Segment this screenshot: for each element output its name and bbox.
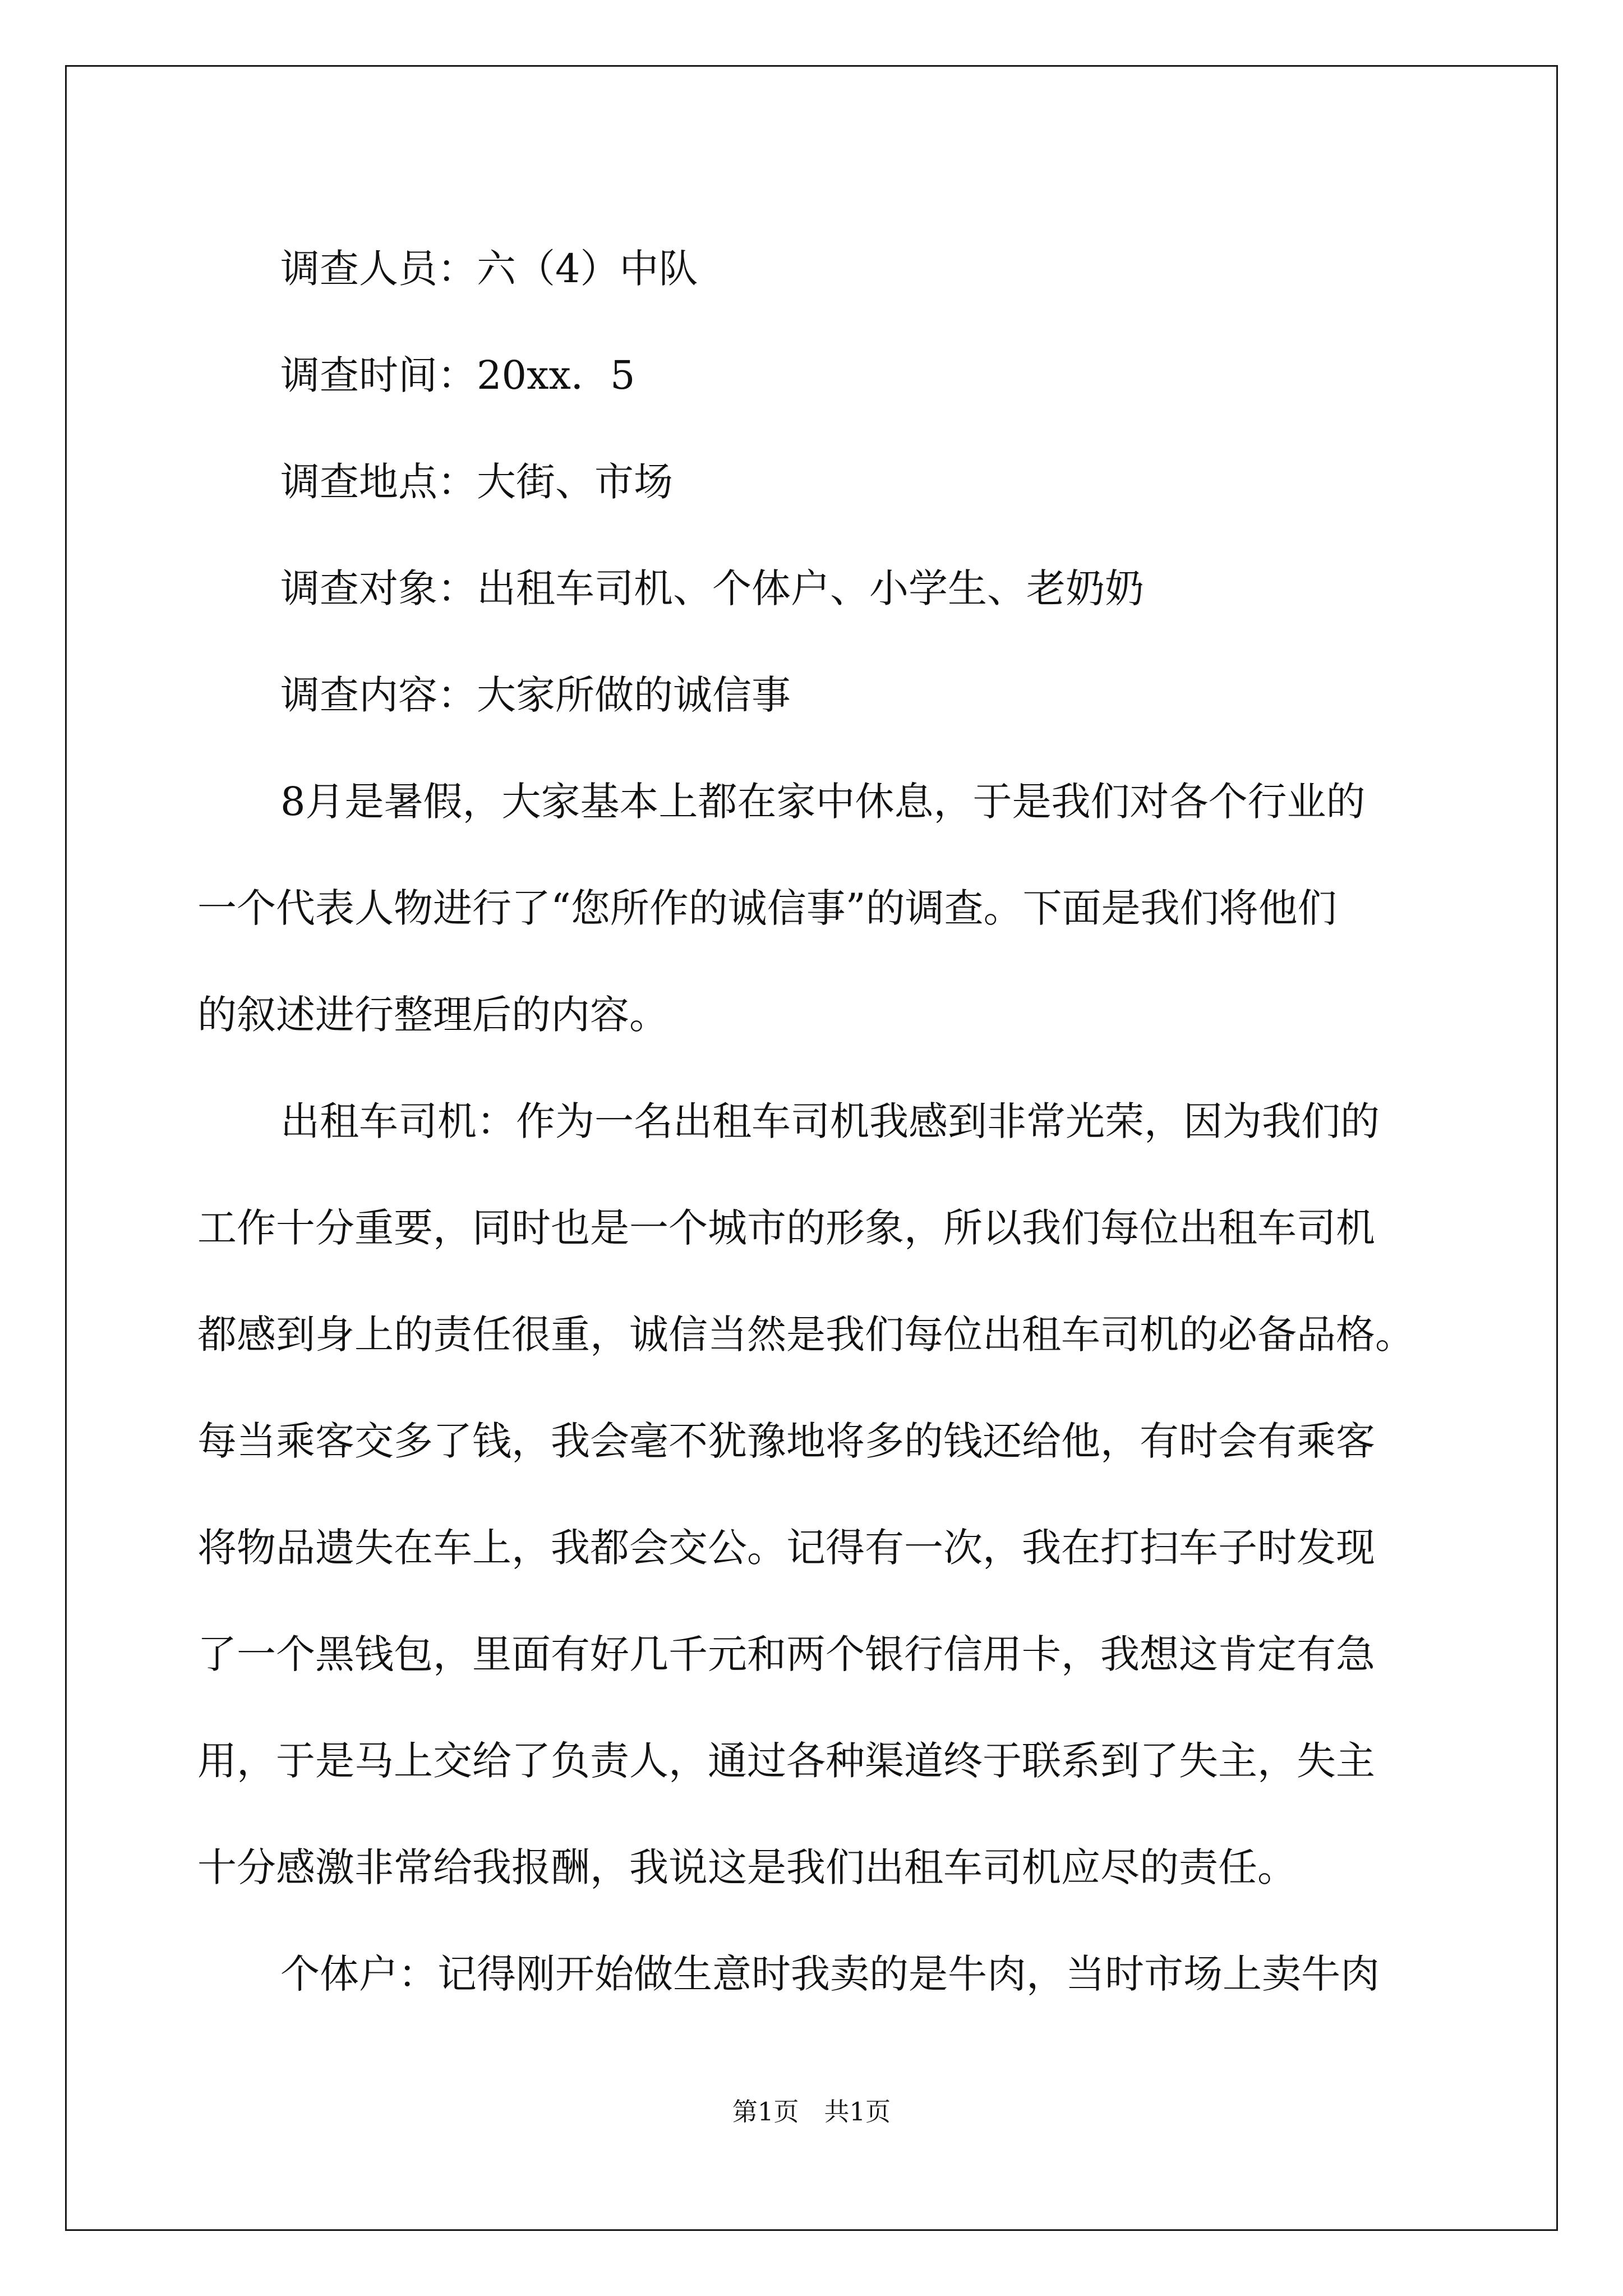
survey-subjects-line: 调查对象：出租车司机、个体户、小学生、老奶奶 bbox=[280, 565, 1144, 611]
paragraph-line: 出租车司机：作为一名出租车司机我感到非常光荣，因为我们的 bbox=[280, 1098, 1380, 1144]
paragraph-line: 了一个黑钱包，里面有好几千元和两个银行信用卡，我想这肯定有急 bbox=[197, 1631, 1375, 1677]
survey-location-line: 调查地点：大街、市场 bbox=[280, 459, 673, 505]
paragraph-line: 用，于是马上交给了负责人，通过各种渠道终于联系到了失主，失主 bbox=[197, 1738, 1375, 1784]
survey-time-line: 调查时间：20xx．5 bbox=[280, 352, 635, 398]
paragraph-line: 工作十分重要，同时也是一个城市的形象，所以我们每位出租车司机 bbox=[197, 1205, 1375, 1251]
paragraph-line: 的叙述进行整理后的内容。 bbox=[197, 992, 668, 1038]
page-number: 第1页 bbox=[732, 2097, 799, 2127]
paragraph-line: 个体户：记得刚开始做生意时我卖的是牛肉，当时市场上卖牛肉 bbox=[280, 1951, 1380, 1997]
page-footer bbox=[0, 2095, 1623, 2129]
paragraph-line: 8月是暑假，大家基本上都在家中休息，于是我们对各个行业的 bbox=[280, 779, 1366, 825]
paragraph-line: 十分感激非常给我报酬，我说这是我们出租车司机应尽的责任。 bbox=[197, 1844, 1297, 1890]
paragraph-line: 每当乘客交多了钱，我会毫不犹豫地将多的钱还给他，有时会有乘客 bbox=[197, 1418, 1375, 1464]
paragraph-line: 一个代表人物进行了“您所作的诚信事”的调查。下面是我们将他们 bbox=[197, 885, 1337, 931]
paragraph-line: 将物品遗失在车上，我都会交公。记得有一次，我在打扫车子时发现 bbox=[197, 1525, 1375, 1571]
survey-content-line: 调查内容：大家所做的诚信事 bbox=[280, 672, 791, 718]
survey-personnel-line: 调查人员：六（4）中队 bbox=[280, 246, 698, 292]
page-total: 共1页 bbox=[824, 2097, 891, 2127]
document-body bbox=[197, 215, 1448, 2027]
paragraph-line: 都感到身上的责任很重，诚信当然是我们每位出租车司机的必备品格。 bbox=[197, 1312, 1414, 1358]
